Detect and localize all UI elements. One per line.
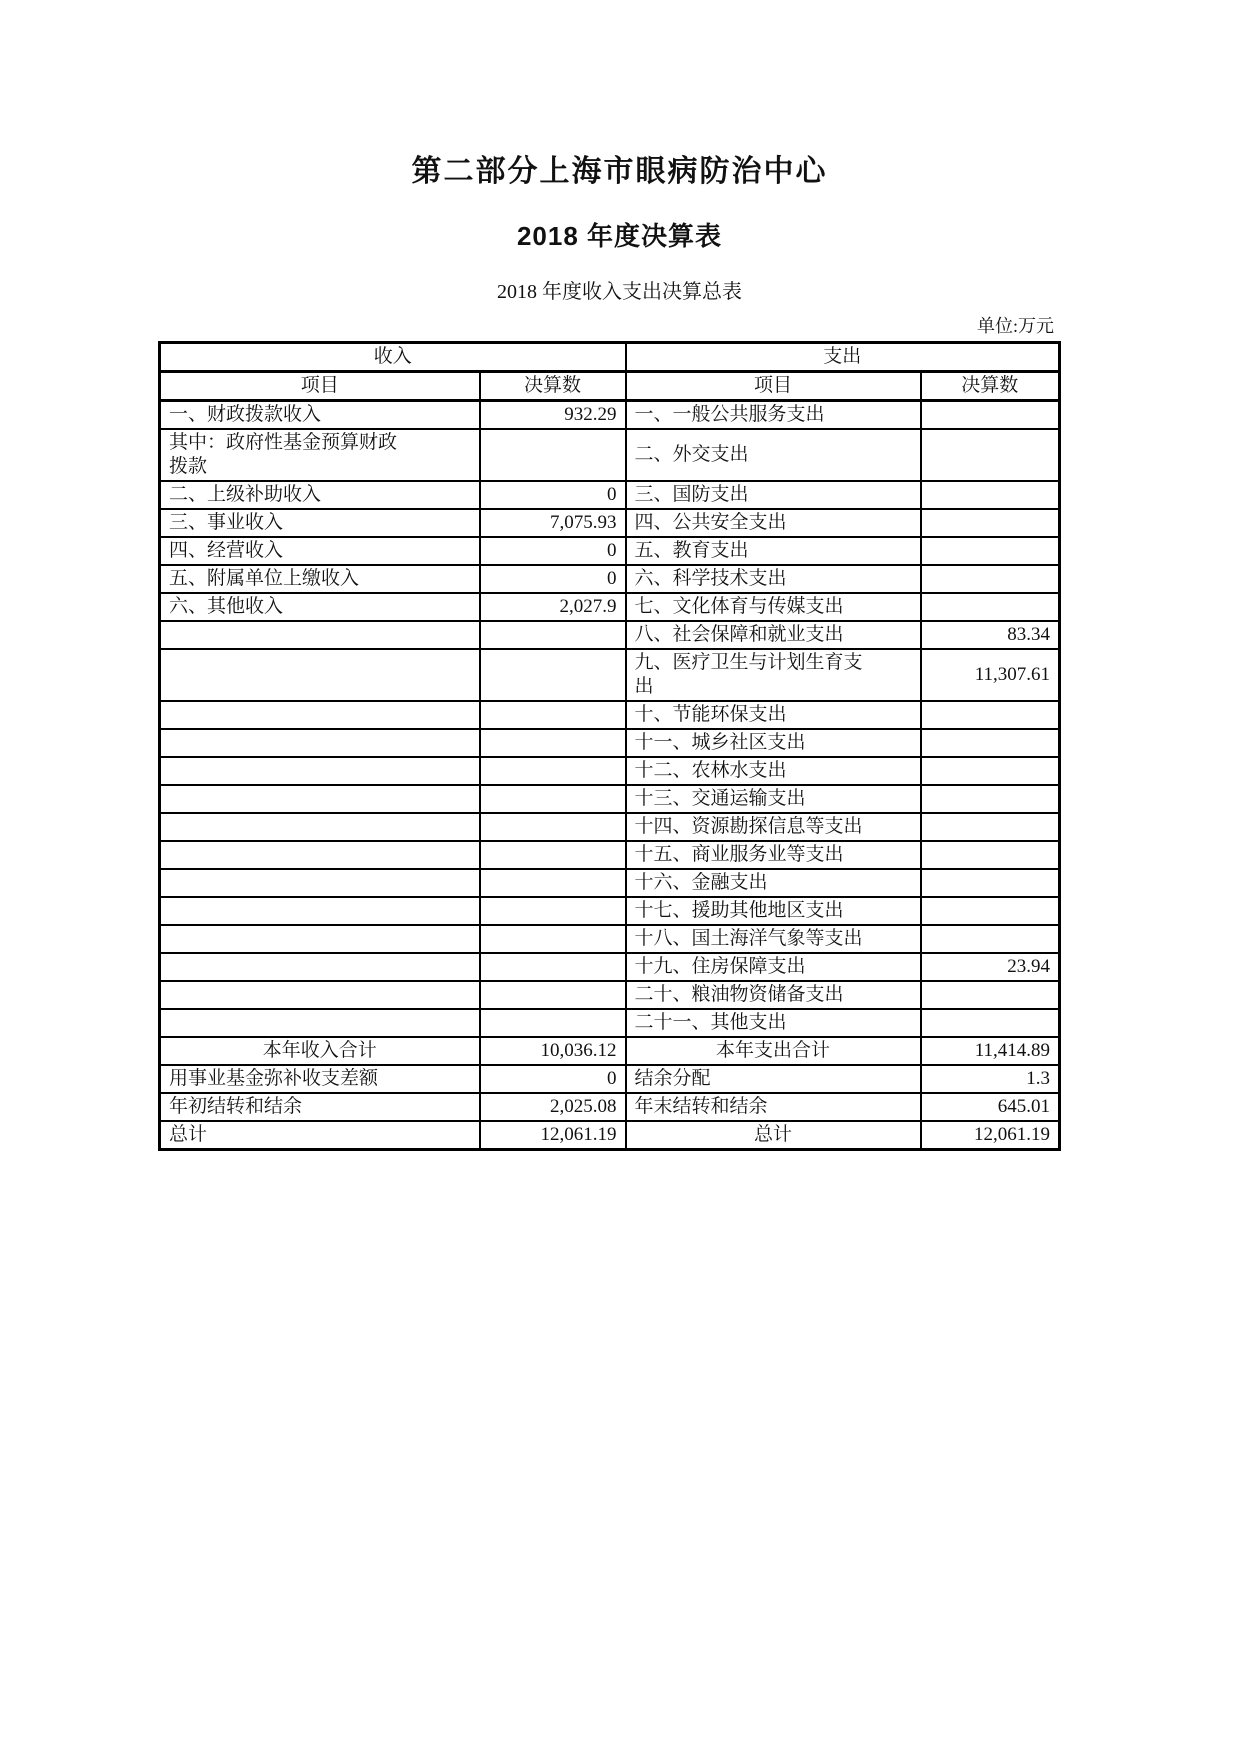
income-amount-cell: 10,036.12 (480, 1037, 626, 1065)
expense-amount-cell (921, 841, 1060, 869)
income-item-cell (160, 621, 480, 649)
expense-amount-cell (921, 537, 1060, 565)
table-row (160, 481, 1060, 509)
income-item-cell (160, 925, 480, 953)
income-amount-column-header: 决算数 (480, 372, 626, 401)
expense-item-cell: 总计 (626, 1121, 921, 1150)
income-item-column-header: 项目 (160, 372, 480, 401)
expense-item-cell: 二十、粮油物资储备支出 (626, 981, 921, 1009)
income-amount-cell: 0 (480, 565, 626, 593)
expense-item-cell: 三、国防支出 (626, 481, 921, 509)
expense-amount-cell: 645.01 (921, 1093, 1060, 1121)
expense-item-cell: 八、社会保障和就业支出 (626, 621, 921, 649)
table-row (160, 509, 1060, 537)
expense-item-cell: 二十一、其他支出 (626, 1009, 921, 1037)
expense-amount-cell (921, 429, 1060, 481)
income-item-cell: 三、事业收入 (160, 509, 480, 537)
expense-amount-cell: 11,414.89 (921, 1037, 1060, 1065)
table-row (160, 729, 1060, 757)
income-amount-cell (480, 429, 626, 481)
expense-amount-cell (921, 701, 1060, 729)
expense-amount-cell (921, 869, 1060, 897)
expense-item-cell: 十八、国土海洋气象等支出 (626, 925, 921, 953)
expense-item-cell: 一、一般公共服务支出 (626, 401, 921, 430)
income-item-cell (160, 701, 480, 729)
income-amount-cell: 0 (480, 1065, 626, 1093)
table-row (160, 1009, 1060, 1037)
income-item-cell (160, 981, 480, 1009)
income-amount-cell: 2,025.08 (480, 1093, 626, 1121)
expense-item-column-header: 项目 (626, 372, 921, 401)
income-amount-cell (480, 841, 626, 869)
income-amount-cell (480, 1009, 626, 1037)
income-amount-cell (480, 701, 626, 729)
expense-amount-cell (921, 925, 1060, 953)
table-body (160, 401, 1060, 1150)
income-amount-cell: 0 (480, 537, 626, 565)
income-item-cell (160, 869, 480, 897)
income-amount-cell: 12,061.19 (480, 1121, 626, 1150)
income-item-cell (160, 785, 480, 813)
income-amount-cell: 2,027.9 (480, 593, 626, 621)
expense-amount-cell (921, 565, 1060, 593)
expense-item-cell: 四、公共安全支出 (626, 509, 921, 537)
income-item-cell: 六、其他收入 (160, 593, 480, 621)
expense-item-cell: 年末结转和结余 (626, 1093, 921, 1121)
income-item-cell: 一、财政拨款收入 (160, 401, 480, 430)
expense-amount-cell: 11,307.61 (921, 649, 1060, 701)
table-row (160, 841, 1060, 869)
income-item-cell-text: 其中：政府性基金预算财政拨款 (169, 432, 398, 477)
table-title: 2018 年度收入支出决算总表 (497, 281, 742, 303)
income-amount-cell: 0 (480, 481, 626, 509)
expense-amount-cell (921, 593, 1060, 621)
income-item-cell: 二、上级补助收入 (160, 481, 480, 509)
expense-item-cell: 十、节能环保支出 (626, 701, 921, 729)
table-row (160, 925, 1060, 953)
table-row (160, 1065, 1060, 1093)
income-amount-cell (480, 869, 626, 897)
document-title: 第二部分上海市眼病防治中心 (411, 155, 828, 188)
expense-amount-cell (921, 981, 1060, 1009)
expense-amount-cell: 83.34 (921, 621, 1060, 649)
income-expense-table (158, 341, 1061, 1151)
table-row (160, 897, 1060, 925)
table-group-header-row (160, 343, 1060, 372)
expense-item-cell: 六、科学技术支出 (626, 565, 921, 593)
expense-amount-cell (921, 401, 1060, 430)
expense-amount-cell (921, 481, 1060, 509)
table-row (160, 429, 1060, 481)
table-column-header-row (160, 372, 1060, 401)
expense-amount-cell: 1.3 (921, 1065, 1060, 1093)
table-row (160, 1037, 1060, 1065)
expense-item-cell: 七、文化体育与传媒支出 (626, 593, 921, 621)
income-item-cell: 四、经营收入 (160, 537, 480, 565)
expense-item-cell: 十五、商业服务业等支出 (626, 841, 921, 869)
income-amount-cell (480, 813, 626, 841)
expense-amount-cell (921, 1009, 1060, 1037)
income-amount-cell: 7,075.93 (480, 509, 626, 537)
expense-amount-cell (921, 729, 1060, 757)
document-subtitle: 2018 年度决算表 (516, 221, 723, 251)
expense-item-cell (626, 649, 921, 701)
table-row (160, 593, 1060, 621)
income-amount-cell (480, 729, 626, 757)
table-row (160, 813, 1060, 841)
table-container (158, 312, 1058, 1151)
table-row (160, 869, 1060, 897)
income-item-cell (160, 1009, 480, 1037)
expense-amount-cell (921, 897, 1060, 925)
table-row (160, 981, 1060, 1009)
income-amount-cell (480, 897, 626, 925)
income-item-cell (160, 841, 480, 869)
table-row (160, 1121, 1060, 1150)
expense-amount-column-header: 决算数 (921, 372, 1060, 401)
expense-item-cell: 十七、援助其他地区支出 (626, 897, 921, 925)
income-item-cell (160, 813, 480, 841)
table-row (160, 1093, 1060, 1121)
expense-item-cell: 五、教育支出 (626, 537, 921, 565)
expense-group-header: 支出 (626, 343, 1060, 372)
expense-item-cell: 十二、农林水支出 (626, 757, 921, 785)
table-row (160, 649, 1060, 701)
income-amount-cell (480, 925, 626, 953)
table-row (160, 757, 1060, 785)
income-item-cell (160, 429, 480, 481)
table-row (160, 565, 1060, 593)
table-row (160, 953, 1060, 981)
expense-item-cell: 十九、住房保障支出 (626, 953, 921, 981)
expense-item-cell: 十三、交通运输支出 (626, 785, 921, 813)
income-item-cell: 年初结转和结余 (160, 1093, 480, 1121)
income-amount-cell: 932.29 (480, 401, 626, 430)
income-item-cell (160, 649, 480, 701)
table-row (160, 401, 1060, 430)
expense-item-cell: 结余分配 (626, 1065, 921, 1093)
unit-note: 单位:万元 (976, 316, 1054, 336)
income-item-cell: 用事业基金弥补收支差额 (160, 1065, 480, 1093)
expense-amount-cell (921, 757, 1060, 785)
expense-amount-cell (921, 785, 1060, 813)
expense-amount-cell (921, 813, 1060, 841)
expense-item-cell: 十四、资源勘探信息等支出 (626, 813, 921, 841)
table-row (160, 701, 1060, 729)
income-amount-cell (480, 953, 626, 981)
table-row (160, 785, 1060, 813)
income-item-cell (160, 729, 480, 757)
expense-amount-cell: 23.94 (921, 953, 1060, 981)
income-item-cell (160, 757, 480, 785)
income-item-cell: 五、附属单位上缴收入 (160, 565, 480, 593)
expense-item-cell: 十一、城乡社区支出 (626, 729, 921, 757)
expense-amount-cell: 12,061.19 (921, 1121, 1060, 1150)
expense-item-cell: 十六、金融支出 (626, 869, 921, 897)
income-amount-cell (480, 621, 626, 649)
expense-item-cell-text: 九、医疗卫生与计划生育支出 (634, 652, 863, 697)
income-item-cell (160, 897, 480, 925)
table-row (160, 537, 1060, 565)
income-amount-cell (480, 785, 626, 813)
income-item-cell: 本年收入合计 (160, 1037, 480, 1065)
income-group-header: 收入 (160, 343, 626, 372)
expense-item-cell: 本年支出合计 (626, 1037, 921, 1065)
income-amount-cell (480, 757, 626, 785)
table-row (160, 621, 1060, 649)
expense-amount-cell (921, 509, 1060, 537)
income-item-cell (160, 953, 480, 981)
income-item-cell: 总计 (160, 1121, 480, 1150)
expense-item-cell: 二、外交支出 (626, 429, 921, 481)
income-amount-cell (480, 649, 626, 701)
income-amount-cell (480, 981, 626, 1009)
